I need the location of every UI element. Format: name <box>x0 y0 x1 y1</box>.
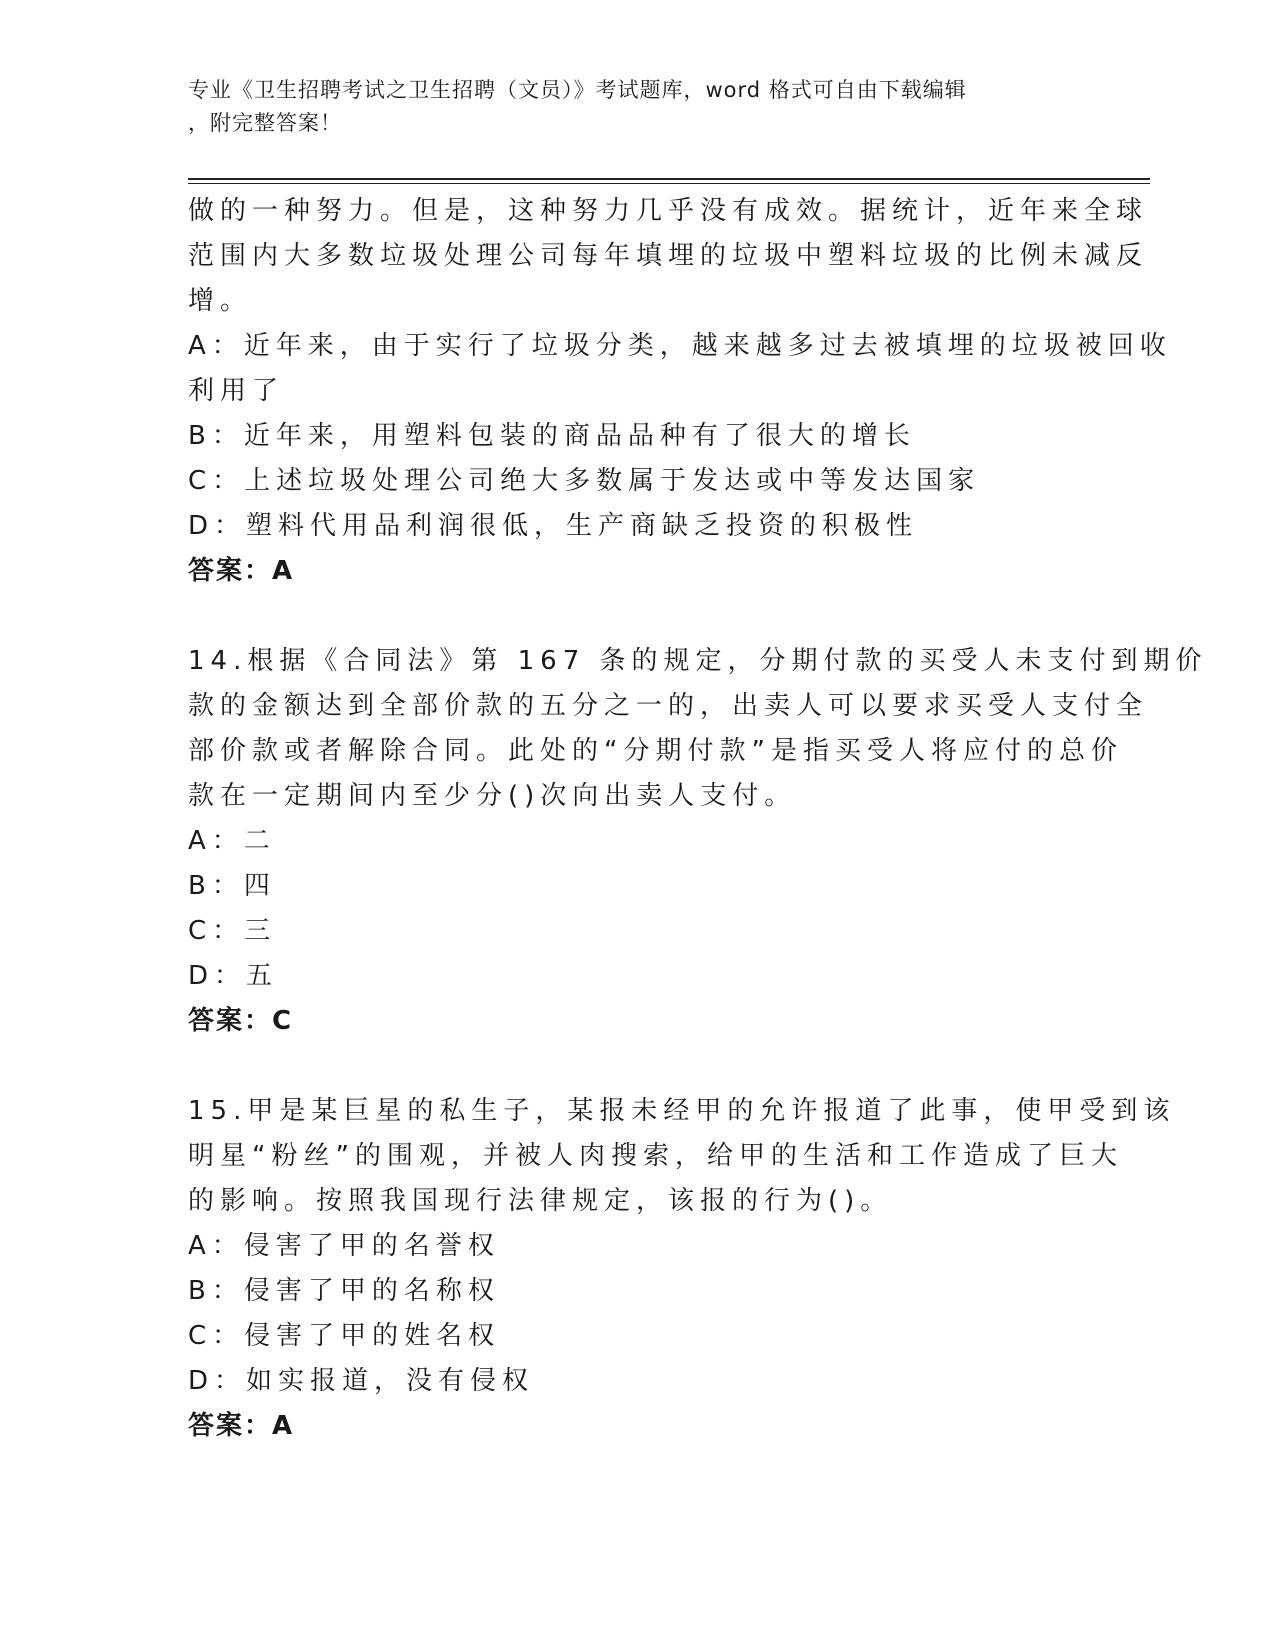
question-14 <box>188 639 1208 1044</box>
option-a: A：侵害了甲的名誉权 <box>188 1231 500 1261</box>
header-divider-thin <box>188 183 1150 184</box>
question-content <box>188 189 1208 1449</box>
question-stem-line: 14.根据《合同法》第 167 条的规定，分期付款的买受人未支付到期价 <box>188 646 1208 676</box>
option-d: D：塑料代用品利润很低，生产商缺乏投资的积极性 <box>188 511 919 541</box>
option-d: D：如实报道，没有侵权 <box>188 1366 535 1396</box>
option-c: C：侵害了甲的姓名权 <box>188 1321 501 1351</box>
header-line-1: 专业《卫生招聘考试之卫生招聘（文员）》考试题库，word 格式可自由下载编辑 <box>188 78 967 102</box>
question-stem-line: 的影响。按照我国现行法律规定，该报的行为()。 <box>188 1186 893 1216</box>
question-stem-line: 明星“粉丝”的围观，并被人肉搜索，给甲的生活和工作造成了巨大 <box>188 1141 1123 1171</box>
answer-label: 答案：A <box>188 1411 295 1441</box>
question-stem-line: 款的金额达到全部价款的五分之一的，出卖人可以要求买受人支付全 <box>188 691 1149 721</box>
question-stem-line: 款在一定期间内至少分()次向出卖人支付。 <box>188 781 797 811</box>
question-stem-line: 15.甲是某巨星的私生子，某报未经甲的允许报道了此事，使甲受到该 <box>188 1096 1176 1126</box>
answer-label: 答案：C <box>188 1006 294 1036</box>
question-spacer <box>188 1044 1088 1089</box>
answer-label: 答案：A <box>188 556 295 586</box>
header-line-2: ，附完整答案！ <box>188 111 342 135</box>
question-spacer <box>188 594 1088 639</box>
page-header <box>188 74 1068 140</box>
option-b: B：侵害了甲的名称权 <box>188 1276 500 1306</box>
question-stem-line: 范围内大多数垃圾处理公司每年填埋的垃圾中塑料垃圾的比例未减反 <box>188 241 1149 271</box>
option-a: A：二 <box>188 826 276 856</box>
header-divider-thick <box>188 178 1150 180</box>
option-a-continued: 利用了 <box>188 376 285 406</box>
question-15 <box>188 1089 1176 1449</box>
question-stem-line: 增。 <box>188 286 253 316</box>
option-b: B：近年来，用塑料包装的商品品种有了很大的增长 <box>188 421 916 451</box>
option-d: D：五 <box>188 961 279 991</box>
question-stem-line: 做的一种努力。但是，这种努力几乎没有成效。据统计，近年来全球 <box>188 196 1149 226</box>
option-c: C：上述垃圾处理公司绝大多数属于发达或中等发达国家 <box>188 466 981 496</box>
option-b: B：四 <box>188 871 276 901</box>
option-a: A：近年来，由于实行了垃圾分类，越来越多过去被填埋的垃圾被回收 <box>188 331 1172 361</box>
question-stem-line: 部价款或者解除合同。此处的“分期付款”是指买受人将应付的总价 <box>188 736 1123 766</box>
question-13 <box>188 189 1172 594</box>
option-c: C：三 <box>188 916 277 946</box>
